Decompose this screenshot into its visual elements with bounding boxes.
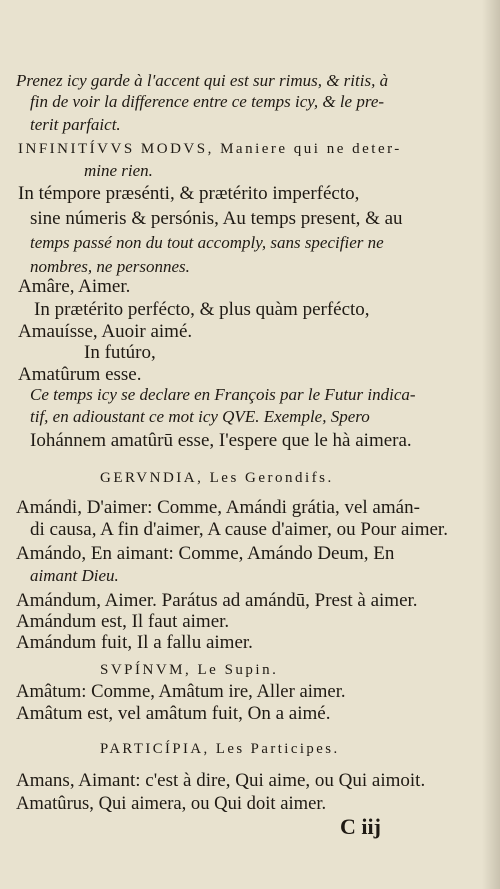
- text-line: In prætérito perfécto, & plus quàm perfécto,: [34, 299, 370, 320]
- text-line: Amándum, Aimer. Parátus ad amándū, Prest à aimer.: [16, 590, 418, 611]
- signature-mark: C iij: [340, 814, 381, 839]
- text-line: Amándum fuit, Il a fallu aimer.: [16, 632, 253, 653]
- text-line: tif, en adioustant ce mot icy QVE. Exemple, Spero: [30, 407, 370, 426]
- text-line: nombres, ne personnes.: [30, 257, 190, 276]
- text-line: Prenez icy garde à l'accent qui est sur rimus, & ritis, à: [16, 71, 389, 90]
- text-line: PARTICÍPIA, Les Participes.: [100, 741, 340, 757]
- text-line: GERVNDIA, Les Gerondifs.: [100, 470, 334, 486]
- text-line: INFINITÍVVS MODVS, Maniere qui ne deter-: [18, 141, 402, 157]
- text-line: fin de voir la difference entre ce temps icy, & le pre-: [30, 92, 385, 111]
- text-line: Amans, Aimant: c'est à dire, Qui aime, ou Qui aimoit.: [16, 770, 426, 791]
- text-line: di causa, A fin d'aimer, A cause d'aimer, ou Pour aimer.: [30, 519, 448, 540]
- page-edge-shadow: [482, 0, 500, 889]
- text-line: Amauísse, Auoir aimé.: [18, 321, 193, 342]
- text-line: In futúro,: [84, 342, 156, 363]
- text-line: sine númeris & persónis, Au temps present, & au: [30, 208, 403, 229]
- text-line: Iohánnem amatûrū esse, I'espere que le hà aimera.: [30, 430, 412, 451]
- text-line: Amâre, Aimer.: [18, 276, 131, 297]
- text-line: Amándi, D'aimer: Comme, Amándi grátia, vel amán-: [16, 497, 420, 518]
- text-line: temps passé non du tout accomply, sans specifier ne: [30, 233, 384, 252]
- text-line: Ce temps icy se declare en François par le Futur indica-: [30, 385, 416, 404]
- text-line: Amándum est, Il faut aimer.: [16, 611, 230, 632]
- text-line: Amâtum est, vel amâtum fuit, On a aimé.: [16, 703, 331, 724]
- text-line: Amatûrus, Qui aimera, ou Qui doit aimer.: [16, 793, 327, 814]
- text-line: terit parfaict.: [30, 115, 121, 134]
- text-line: SVPÍNVM, Le Supin.: [100, 662, 279, 678]
- text-line: mine rien.: [84, 161, 153, 180]
- text-line: Amâtum: Comme, Amâtum ire, Aller aimer.: [16, 681, 346, 702]
- text-line: Amándo, En aimant: Comme, Amándo Deum, En: [16, 543, 395, 564]
- text-line: aimant Dieu.: [30, 566, 119, 585]
- text-line: In témpore præsénti, & prætérito imperfécto,: [18, 183, 360, 204]
- text-line: Amatûrum esse.: [18, 364, 142, 385]
